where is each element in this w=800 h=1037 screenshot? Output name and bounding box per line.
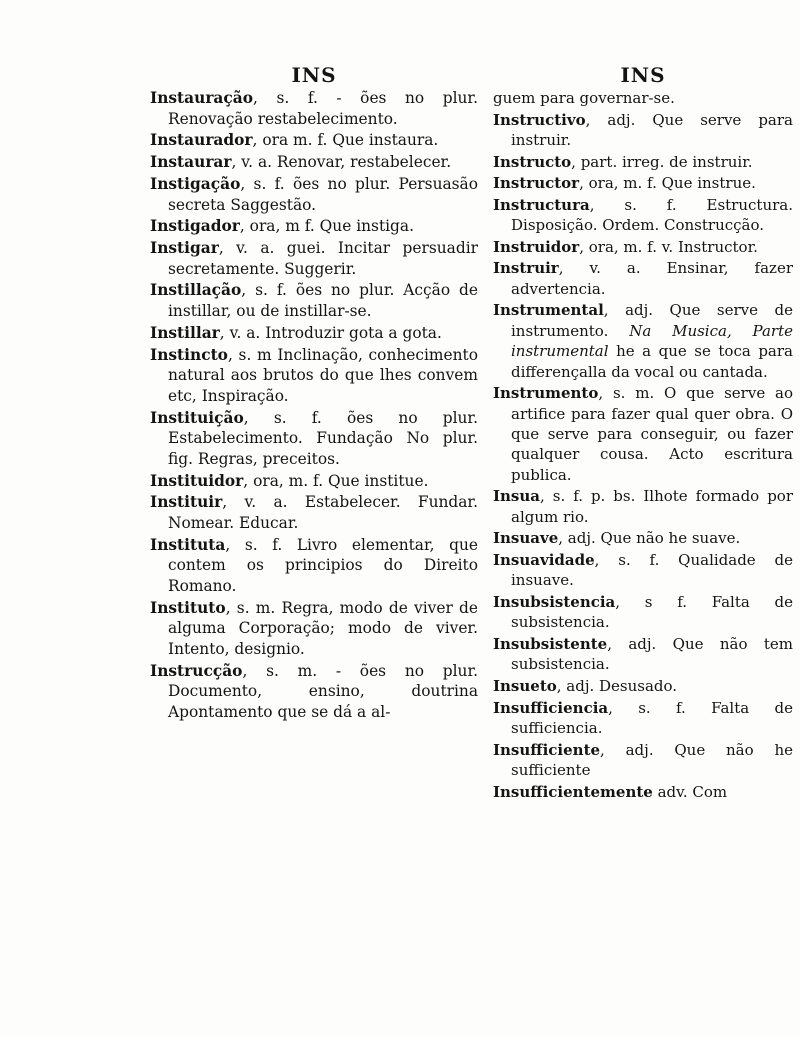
dictionary-entry xyxy=(493,550,793,591)
right-entries xyxy=(493,88,793,802)
dictionary-entry xyxy=(493,676,793,696)
dictionary-entry xyxy=(150,130,478,151)
dictionary-entry xyxy=(150,345,478,407)
definition: , v. a. Introduzir gota a gota. xyxy=(219,323,442,342)
definition: , adj. Que serve para instruir. xyxy=(511,110,793,149)
dictionary-entry xyxy=(150,598,478,660)
headword: Instituta xyxy=(150,535,226,554)
headword: Instituto xyxy=(150,598,226,617)
left-column xyxy=(150,62,478,724)
definition: , s. f. Estructura. Disposição. Ordem. Construcção. xyxy=(511,195,793,235)
dictionary-entry xyxy=(150,238,478,279)
definition: , s. m Inclinação, conhecimento natural aos brutos do que lhes convem etc, Inspiração. xyxy=(168,345,478,405)
headword: Instrumento xyxy=(493,384,599,403)
headword: Insueto xyxy=(493,677,557,695)
dictionary-entry xyxy=(150,152,478,173)
dictionary-entry xyxy=(493,152,793,172)
headword: Insufficiencia xyxy=(493,698,609,717)
definition: , adj. Que não he suave. xyxy=(558,529,741,548)
headword: Insuavidade xyxy=(493,551,595,569)
definition: , s. f. ões no plur. Acção de instillar, ou de instillar-se. xyxy=(168,281,478,321)
italic-phrase: Na Musica, Parte instrumental xyxy=(511,321,793,361)
headword: Instituição xyxy=(150,408,244,427)
definition: , part. irreg. de instruir. xyxy=(571,152,753,171)
headword: Instructo xyxy=(493,152,572,171)
headword: Instigador xyxy=(150,217,240,236)
dictionary-entry xyxy=(150,174,478,215)
dictionary-entry xyxy=(493,634,793,675)
headword: Instituir xyxy=(150,493,223,512)
dictionary-entry xyxy=(493,173,793,193)
definition: , adj. Que não he sufficiente xyxy=(511,740,793,779)
headword: Instrucção xyxy=(150,661,243,680)
headword: Instituidor xyxy=(150,471,244,490)
definition: , v. a. Estabelecer. Fundar. Nomear. Educar. xyxy=(168,493,478,532)
dictionary-entry xyxy=(493,237,793,257)
headword: Instructor xyxy=(493,174,580,193)
definition: , s. m. Regra, modo de viver de alguma Corporação; modo de viver. Intento, designio. xyxy=(168,598,478,658)
definition: adv. Com xyxy=(652,782,728,801)
definition: , v. a. Renovar, restabelecer. xyxy=(231,153,452,172)
definition: , s. f. p. bs. Ilhote formado por algum rio. xyxy=(511,487,793,526)
headword: Insubsistencia xyxy=(493,593,616,611)
headword: Insufficientemente xyxy=(493,782,653,801)
headword: Instaurar xyxy=(150,153,232,172)
headword: Insuave xyxy=(493,529,559,548)
headword: Insufficiente xyxy=(493,740,601,759)
dictionary-entry xyxy=(150,323,478,344)
dictionary-entry xyxy=(150,408,478,470)
headword: Instructura xyxy=(493,195,590,214)
definition: , ora, m. f. Que instrue. xyxy=(579,174,756,193)
definition: , s. f. Qualidade de insuave. xyxy=(511,551,793,590)
headword: Instillação xyxy=(150,281,242,300)
definition: , s. f. ões no plur. Estabelecimento. Fundação No plur. fig. Regras, preceitos. xyxy=(168,408,478,468)
headword: Instigação xyxy=(150,174,241,193)
definition: , s. m. O que serve ao artifice para fazer qual quer obra. O que serve para conseguir, ou fazer qualquer cousa. Acto escritura publica. xyxy=(511,384,793,484)
headword: Instruir xyxy=(493,259,559,278)
dictionary-entry xyxy=(150,471,478,492)
definition: , s. f. ões no plur. Persuasão secreta Saggestão. xyxy=(168,174,478,214)
definition: , ora, m f. Que instiga. xyxy=(239,217,414,236)
continuation-line: guem para governar-se. xyxy=(493,89,675,107)
definition: , adj. Desusado. xyxy=(556,677,678,695)
right-column xyxy=(493,62,793,803)
dictionary-entry xyxy=(493,486,793,527)
dictionary-entry xyxy=(150,88,478,129)
dictionary-entry xyxy=(150,280,478,321)
definition: , s. f. Falta de sufficiencia. xyxy=(511,698,793,737)
dictionary-entry xyxy=(150,216,478,237)
dictionary-entry xyxy=(150,535,478,597)
definition: , ora m. f. Que instaura. xyxy=(252,131,439,150)
dictionary-entry xyxy=(493,258,793,299)
headword: Instauração xyxy=(150,89,254,107)
definition: , v. a. Ensinar, fazer advertencia. xyxy=(511,259,793,298)
headword: Instillar xyxy=(150,323,220,342)
headword: Instaurador xyxy=(150,131,253,150)
dictionary-entry xyxy=(493,110,793,151)
definition-continued: he a que se toca para differençalla da vocal ou cantada. xyxy=(511,342,793,381)
headword: Insubsistente xyxy=(493,635,608,653)
headword: Instructivo xyxy=(493,110,586,129)
definition: , ora, m. f. Que institue. xyxy=(243,471,429,490)
dictionary-entry xyxy=(493,383,793,485)
headword: Insua xyxy=(493,487,540,506)
dictionary-entry xyxy=(493,300,793,382)
headword: Instruidor xyxy=(493,237,580,256)
definition: , s. f. Livro elementar, que contem os principios do Direito Romano. xyxy=(168,535,478,595)
definition: , s. f. - ões no plur. Renovação restabelecimento. xyxy=(168,89,478,128)
dictionary-entry xyxy=(493,592,793,633)
definition: , adj. Que não tem subsistencia. xyxy=(511,635,793,674)
definition: , v. a. guei. Incitar persuadir secretamente. Suggerir. xyxy=(168,239,478,278)
dictionary-entry xyxy=(493,782,793,802)
definition: , adj. Que serve de instrumento. xyxy=(511,301,793,340)
dictionary-entry xyxy=(150,661,478,723)
left-column-header: INS xyxy=(291,63,337,87)
definition: , s. m. - ões no plur. Documento, ensino, doutrina Apontamento que se dá a al- xyxy=(168,661,478,721)
headword: Instincto xyxy=(150,345,228,364)
definition: , s f. Falta de subsistencia. xyxy=(511,593,793,632)
dictionary-entry xyxy=(493,740,793,781)
right-column-header: INS xyxy=(620,63,666,87)
dictionary-entry xyxy=(493,698,793,739)
dictionary-entry xyxy=(150,492,478,533)
headword: Instigar xyxy=(150,239,219,258)
left-entries xyxy=(150,88,478,722)
definition: , ora, m. f. v. Instructor. xyxy=(579,237,758,256)
headword: Instrumental xyxy=(493,301,604,320)
dictionary-entry xyxy=(493,195,793,236)
dictionary-entry xyxy=(493,528,793,548)
